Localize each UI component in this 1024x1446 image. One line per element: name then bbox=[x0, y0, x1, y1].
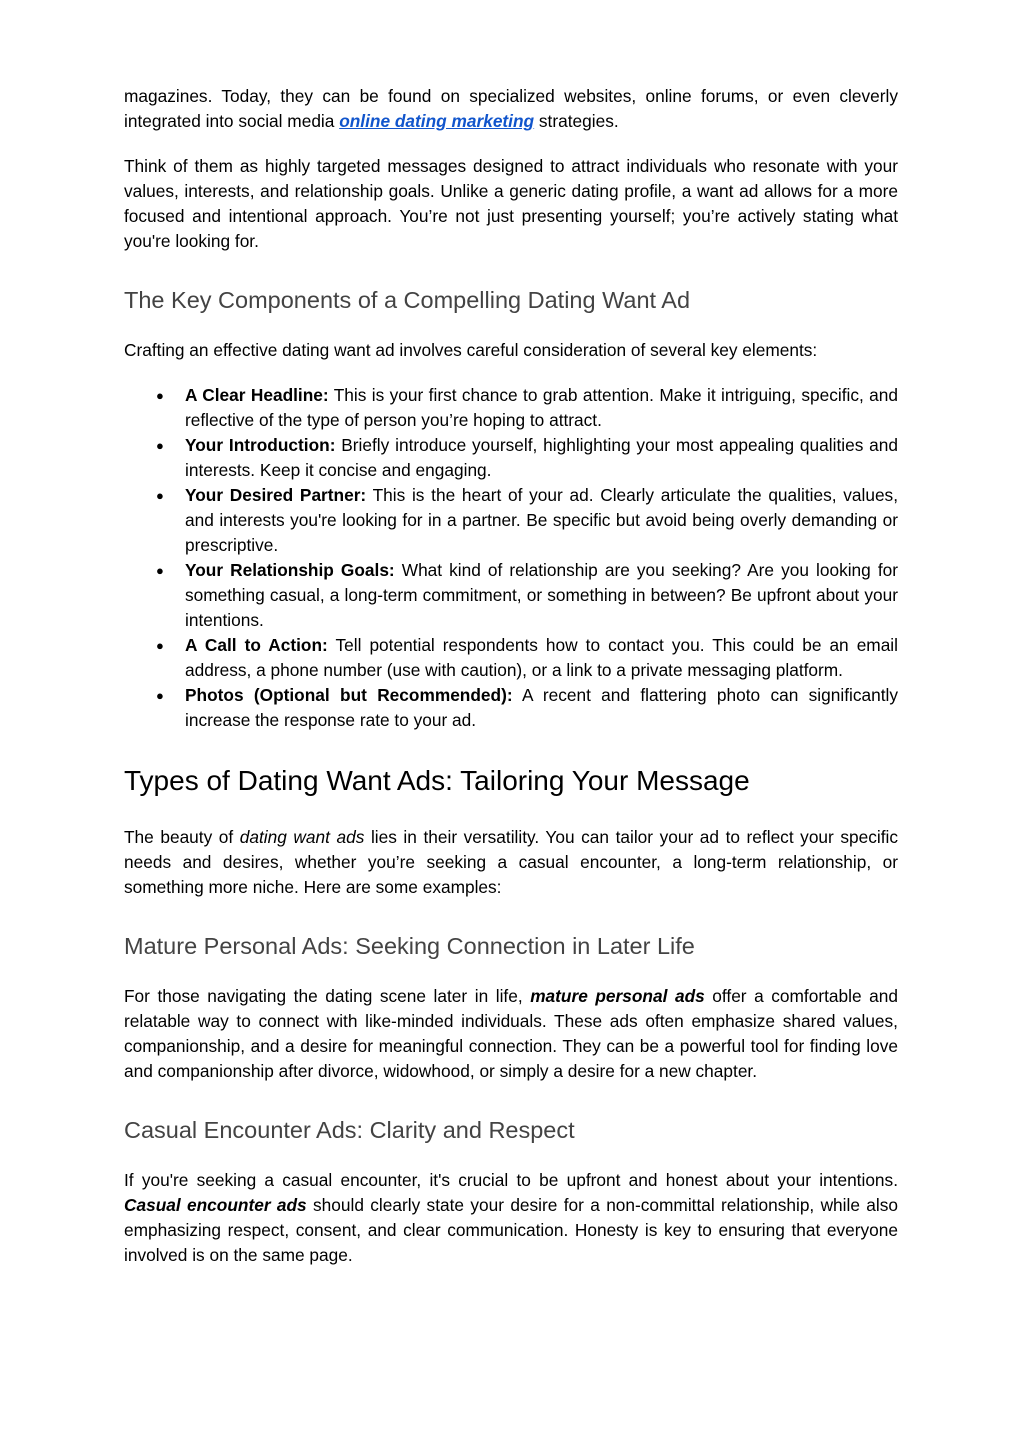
document-page bbox=[124, 84, 898, 1268]
list-item-term: A Call to Action: bbox=[185, 635, 328, 655]
components-list bbox=[124, 383, 898, 733]
crafting-paragraph: Crafting an effective dating want ad involves careful consideration of several key elements: bbox=[124, 340, 818, 360]
bullet-icon: ● bbox=[156, 638, 164, 653]
mature-emphasis: mature personal ads bbox=[530, 986, 705, 1006]
online-dating-marketing-link[interactable]: online dating marketing bbox=[339, 111, 535, 131]
list-item-text: A recent and flattering photo can significantly increase the response rate to your ad. bbox=[185, 685, 898, 730]
casual-heading: Casual Encounter Ads: Clarity and Respect bbox=[124, 1117, 575, 1143]
list-item-text: Briefly introduce yourself, highlighting your most appealing qualities and interests. Keep it concise and engaging. bbox=[185, 435, 898, 480]
bullet-icon: ● bbox=[156, 388, 164, 403]
bullet-icon: ● bbox=[156, 688, 164, 703]
intro-text: magazines. Today, they can be found on specialized websites, online forums, or even cleverly integrated into social media bbox=[124, 86, 898, 131]
beauty-emphasis: dating want ads bbox=[239, 827, 365, 847]
casual-text: If you're seeking a casual encounter, it's crucial to be upfront and honest about your intentions. bbox=[124, 1170, 898, 1190]
list-item bbox=[156, 633, 898, 683]
list-item-text: Tell potential respondents how to contact you. This could be an email address, a phone number (use with caution), or a link to a private messaging platform. bbox=[185, 635, 898, 680]
casual-paragraph bbox=[124, 1168, 898, 1268]
list-item-term: Your Desired Partner: bbox=[185, 485, 367, 505]
beauty-text: The beauty of bbox=[124, 827, 240, 847]
types-heading: Types of Dating Want Ads: Tailoring Your Message bbox=[124, 765, 750, 796]
intro-paragraph bbox=[124, 84, 898, 134]
components-heading: The Key Components of a Compelling Dating Want Ad bbox=[124, 287, 691, 313]
think-paragraph: Think of them as highly targeted messages designed to attract individuals who resonate with your values, interests, and relationship goals. Unlike a generic dating profile, a want ad allows for a more focused and intentional approach. You’re not just presenting yourself; you’re actively stating what you're looking for. bbox=[124, 156, 898, 251]
list-item-term: Photos (Optional but Recommended): bbox=[185, 685, 513, 705]
list-item-term: Your Introduction: bbox=[185, 435, 336, 455]
list-item bbox=[156, 433, 898, 483]
mature-paragraph bbox=[124, 984, 898, 1084]
list-item-term: A Clear Headline: bbox=[185, 385, 329, 405]
beauty-paragraph bbox=[124, 825, 898, 900]
list-item bbox=[156, 483, 898, 558]
list-item-text: This is your first chance to grab attention. Make it intriguing, specific, and reflective of the type of person you’re hoping to attract. bbox=[185, 385, 899, 430]
list-item-text: This is the heart of your ad. Clearly articulate the qualities, values, and interests you're looking for in a partner. Be specific but avoid being overly demanding or prescriptive. bbox=[185, 485, 898, 555]
beauty-text-end: lies in their versatility. You can tailor your ad to reflect your specific needs and desires, whether you’re seeking a casual encounter, a long-term relationship, or something more niche. Here are some examples: bbox=[124, 827, 898, 897]
list-item-text: What kind of relationship are you seeking? Are you looking for something casual, a long-term commitment, or something in between? Be upfront about your intentions. bbox=[185, 560, 898, 630]
list-item bbox=[156, 683, 898, 733]
casual-text-end: should clearly state your desire for a non-committal relationship, while also emphasizing respect, consent, and clear communication. Honesty is key to ensuring that everyone involved is on the same page. bbox=[124, 1195, 898, 1265]
bullet-icon: ● bbox=[156, 563, 164, 578]
mature-text: For those navigating the dating scene later in life, bbox=[124, 986, 531, 1006]
mature-heading: Mature Personal Ads: Seeking Connection in Later Life bbox=[124, 933, 695, 959]
list-item-term: Your Relationship Goals: bbox=[185, 560, 395, 580]
casual-emphasis: Casual encounter ads bbox=[124, 1195, 307, 1215]
bullet-icon: ● bbox=[156, 488, 164, 503]
list-item bbox=[156, 383, 899, 433]
mature-text-end: offer a comfortable and relatable way to connect with like-minded individuals. These ads often emphasize shared values, companionship, and a desire for meaningful connection. They can be a powerful tool for finding love and companionship after divorce, widowhood, or simply a desire for a new chapter. bbox=[124, 986, 898, 1081]
bullet-icon: ● bbox=[156, 438, 164, 453]
list-item bbox=[156, 558, 898, 633]
intro-text-end: strategies. bbox=[534, 111, 619, 131]
